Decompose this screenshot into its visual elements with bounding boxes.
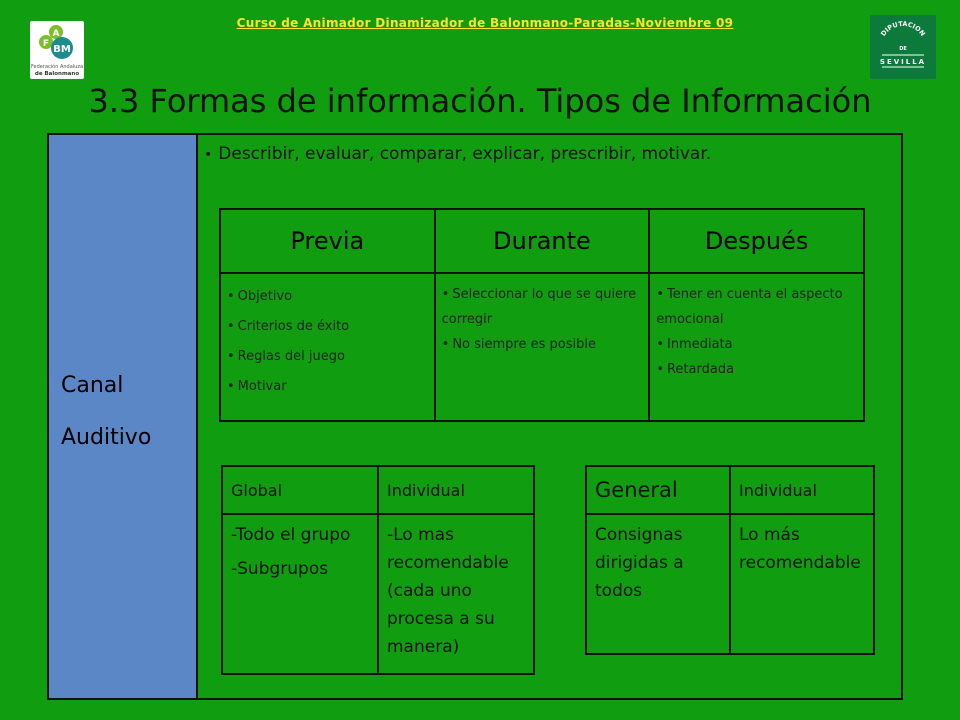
cell-individual: -Lo mas recomendable (cada uno procesa a su manera) <box>378 514 534 674</box>
global-header-row <box>222 466 534 514</box>
header-individual: Individual <box>378 466 534 514</box>
seal-middle-text: DE <box>899 46 907 52</box>
cell-durante <box>435 273 650 421</box>
previa-list <box>227 282 428 402</box>
list-item: • Inmediata <box>656 332 857 357</box>
header-previa: Previa <box>220 209 435 273</box>
list-item: • Criterios de éxito <box>227 312 428 342</box>
global-item-2: -Subgrupos <box>231 559 329 579</box>
fabm-caption-2: de Balonmano <box>34 71 80 77</box>
canal-label-line1: Canal <box>61 373 124 398</box>
seal-bottom-text: SEVILLA <box>879 58 927 66</box>
list-item: • Tener en cuenta el aspecto emocional <box>656 282 857 332</box>
durante-list <box>442 282 643 357</box>
diputacion-seal-graphic <box>870 15 936 79</box>
list-item: • Retardada <box>656 357 857 382</box>
general-header-row <box>586 466 874 514</box>
global-item-1: -Todo el grupo <box>231 525 351 545</box>
intro-bullet <box>204 144 711 164</box>
cell-individual-2: Lo más recomendable <box>730 514 874 654</box>
header-durante: Durante <box>435 209 650 273</box>
intro-text: Describir, evaluar, comparar, explicar, prescribir, motivar. <box>218 144 712 164</box>
cell-general: Consignas dirigidas a todos <box>586 514 730 654</box>
general-body-row <box>586 514 874 654</box>
global-body-row <box>222 514 534 674</box>
fabm-letter-a: A <box>52 29 60 39</box>
canal-label-line2: Auditivo <box>61 425 152 450</box>
seal-arc-text: DIPUTACION <box>879 19 927 38</box>
bullet-icon: • <box>204 147 213 163</box>
tipos-body-row <box>220 273 864 421</box>
header-general: General <box>586 466 730 514</box>
tipos-informacion-table <box>219 208 865 422</box>
cell-despues <box>649 273 864 421</box>
fabm-caption-1: Federación Andaluza <box>30 64 84 70</box>
list-item: • Objetivo <box>227 282 428 312</box>
canal-label <box>61 360 151 464</box>
general-individual-table <box>585 465 875 655</box>
despues-list <box>656 282 857 382</box>
header-global: Global <box>222 466 378 514</box>
tipos-header-row <box>220 209 864 273</box>
header-individual-2: Individual <box>730 466 874 514</box>
header-despues: Después <box>649 209 864 273</box>
fabm-letter-bm: BM <box>53 44 71 55</box>
course-title: Curso de Animador Dinamizador de Balonmano-Paradas-Noviembre 09 <box>236 16 734 30</box>
fabm-logo <box>30 21 84 79</box>
slide-title: 3.3 Formas de información. Tipos de Información <box>88 82 872 120</box>
cell-global <box>222 514 378 674</box>
cell-previa <box>220 273 435 421</box>
list-item: • No siempre es posible <box>442 332 643 357</box>
list-item: • Motivar <box>227 372 428 402</box>
global-individual-table <box>221 465 535 675</box>
list-item: • Reglas del juego <box>227 342 428 372</box>
list-item: • Seleccionar lo que se quiere corregir <box>442 282 643 332</box>
diputacion-sevilla-logo <box>870 15 936 79</box>
fabm-letter-f: F <box>42 39 50 49</box>
fabm-logo-graphic <box>30 21 84 79</box>
canal-sidebar <box>49 135 198 698</box>
